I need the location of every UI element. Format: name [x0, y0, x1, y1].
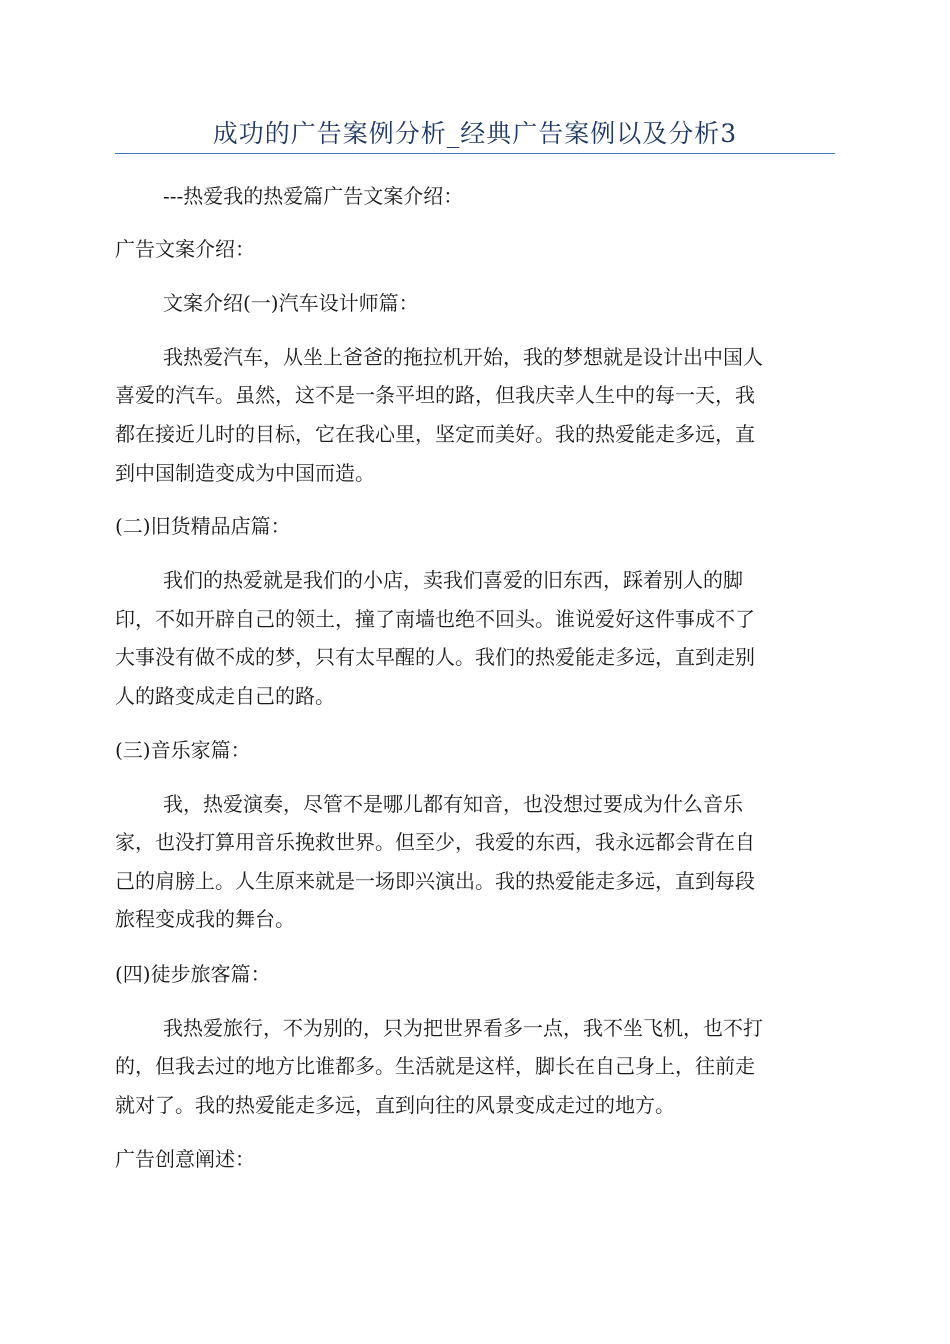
- section-label: 广告文案介绍：: [115, 237, 255, 261]
- part4-line-2: 的，但我去过的地方比谁都多。生活就是这样，脚长在自己身上，往前走: [115, 1054, 755, 1078]
- part1-heading: 文案介绍(一)汽车设计师篇：: [163, 291, 419, 315]
- intro-line: ---热爱我的热爱篇广告文案介绍：: [163, 184, 464, 208]
- part1-line-4: 到中国制造变成为中国而造。: [115, 461, 375, 485]
- part2-line-2: 印，不如开辟自己的领土，撞了南墙也绝不回头。谁说爱好这件事成不了: [115, 607, 755, 631]
- part4-line-3: 就对了。我的热爱能走多远，直到向往的风景变成走过的地方。: [115, 1093, 675, 1117]
- part4-line-1: 我热爱旅行，不为别的，只为把世界看多一点，我不坐飞机，也不打: [163, 1016, 763, 1040]
- closing-label: 广告创意阐述：: [115, 1147, 255, 1171]
- part2-line-4: 人的路变成走自己的路。: [115, 684, 335, 708]
- part3-line-1: 我，热爱演奏，尽管不是哪儿都有知音，也没想过要成为什么音乐: [163, 792, 743, 816]
- part1-line-3: 都在接近儿时的目标，它在我心里，坚定而美好。我的热爱能走多远，直: [115, 422, 755, 446]
- part2-line-1: 我们的热爱就是我们的小店，卖我们喜爱的旧东西，踩着别人的脚: [163, 568, 743, 592]
- part1-line-2: 喜爱的汽车。虽然，这不是一条平坦的路，但我庆幸人生中的每一天，我: [115, 383, 755, 407]
- title-underline: [115, 153, 835, 154]
- part3-line-4: 旅程变成我的舞台。: [115, 907, 295, 931]
- part4-heading: (四)徒步旅客篇：: [115, 962, 271, 986]
- document-title: 成功的广告案例分析_经典广告案例以及分析3: [212, 119, 738, 148]
- part3-line-3: 己的肩膀上。人生原来就是一场即兴演出。我的热爱能走多远，直到每段: [115, 869, 755, 893]
- part3-line-2: 家，也没打算用音乐挽救世界。但至少，我爱的东西，我永远都会背在自: [115, 830, 755, 854]
- part2-line-3: 大事没有做不成的梦，只有太早醒的人。我们的热爱能走多远，直到走别: [115, 645, 755, 669]
- part1-line-1: 我热爱汽车，从坐上爸爸的拖拉机开始，我的梦想就是设计出中国人: [163, 345, 763, 369]
- part3-heading: (三)音乐家篇：: [115, 738, 251, 762]
- part2-heading: (二)旧货精品店篇：: [115, 514, 291, 538]
